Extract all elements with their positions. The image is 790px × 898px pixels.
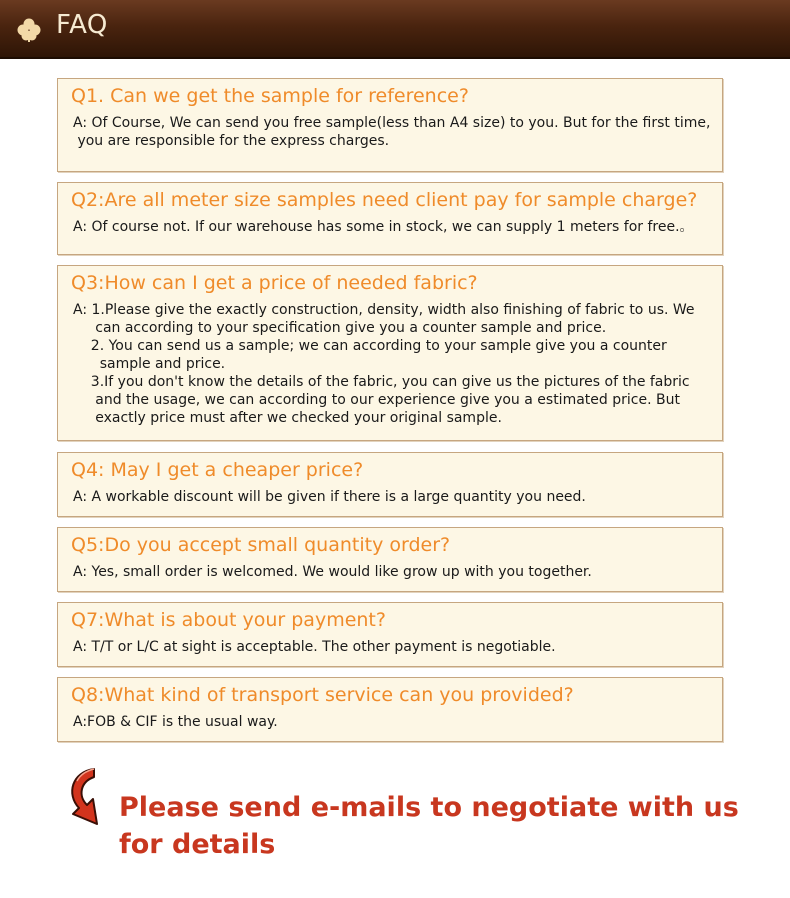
faq-item-q3 [57,265,723,441]
page-title: FAQ [56,10,108,40]
faq-question: Q8:What kind of transport service can you provided? [71,684,574,706]
faq-question: Q1. Can we get the sample for reference? [71,85,469,107]
faq-answer: A: A workable discount will be given if there is a large quantity you need. [73,489,586,505]
faq-answer: A: Of Course, We can send you free sample(less than A4 size) to you. But for the first time, you are responsible for the express charges. [73,115,711,149]
clover-icon [16,17,42,43]
faq-item-q1 [57,78,723,172]
faq-answer: A: T/T or L/C at sight is acceptable. The other payment is negotiable. [73,639,556,655]
faq-answer: A: Of course not. If our warehouse has some in stock, we can supply 1 meters for free.。 [73,219,694,235]
faq-item-q8 [57,677,723,742]
faq-question: Q2:Are all meter size samples need client pay for sample charge? [71,189,698,211]
faq-question: Q4: May I get a cheaper price? [71,459,364,481]
contact-line-1: Please send e-mails to negotiate with us [119,792,739,823]
faq-item-q7 [57,602,723,667]
faq-item-q2 [57,182,723,255]
curved-arrow-icon [64,766,108,830]
faq-item-q5 [57,527,723,592]
faq-question: Q5:Do you accept small quantity order? [71,534,451,556]
faq-answer: A: 1.Please give the exactly construction, density, width also finishing of fabric to us. We can according to your specification give you a counter sample and price. 2. You can send us a sample; we can according to your sample give you a counter sample and price. 3.If you don't know the details of the fabric, you can give us the pictures of the fabric and the usage, we can according to our experience give you a estimated price. But exactly price must after we checked your original sample. [73,302,695,426]
faq-question: Q7:What is about your payment? [71,609,386,631]
faq-answer: A:FOB & CIF is the usual way. [73,714,278,730]
faq-answer: A: Yes, small order is welcomed. We would like grow up with you together. [73,564,592,580]
faq-header [0,0,790,59]
faq-item-q4 [57,452,723,517]
faq-question: Q3:How can I get a price of needed fabric? [71,272,478,294]
contact-message [119,789,739,863]
contact-line-2: for details [119,829,276,860]
